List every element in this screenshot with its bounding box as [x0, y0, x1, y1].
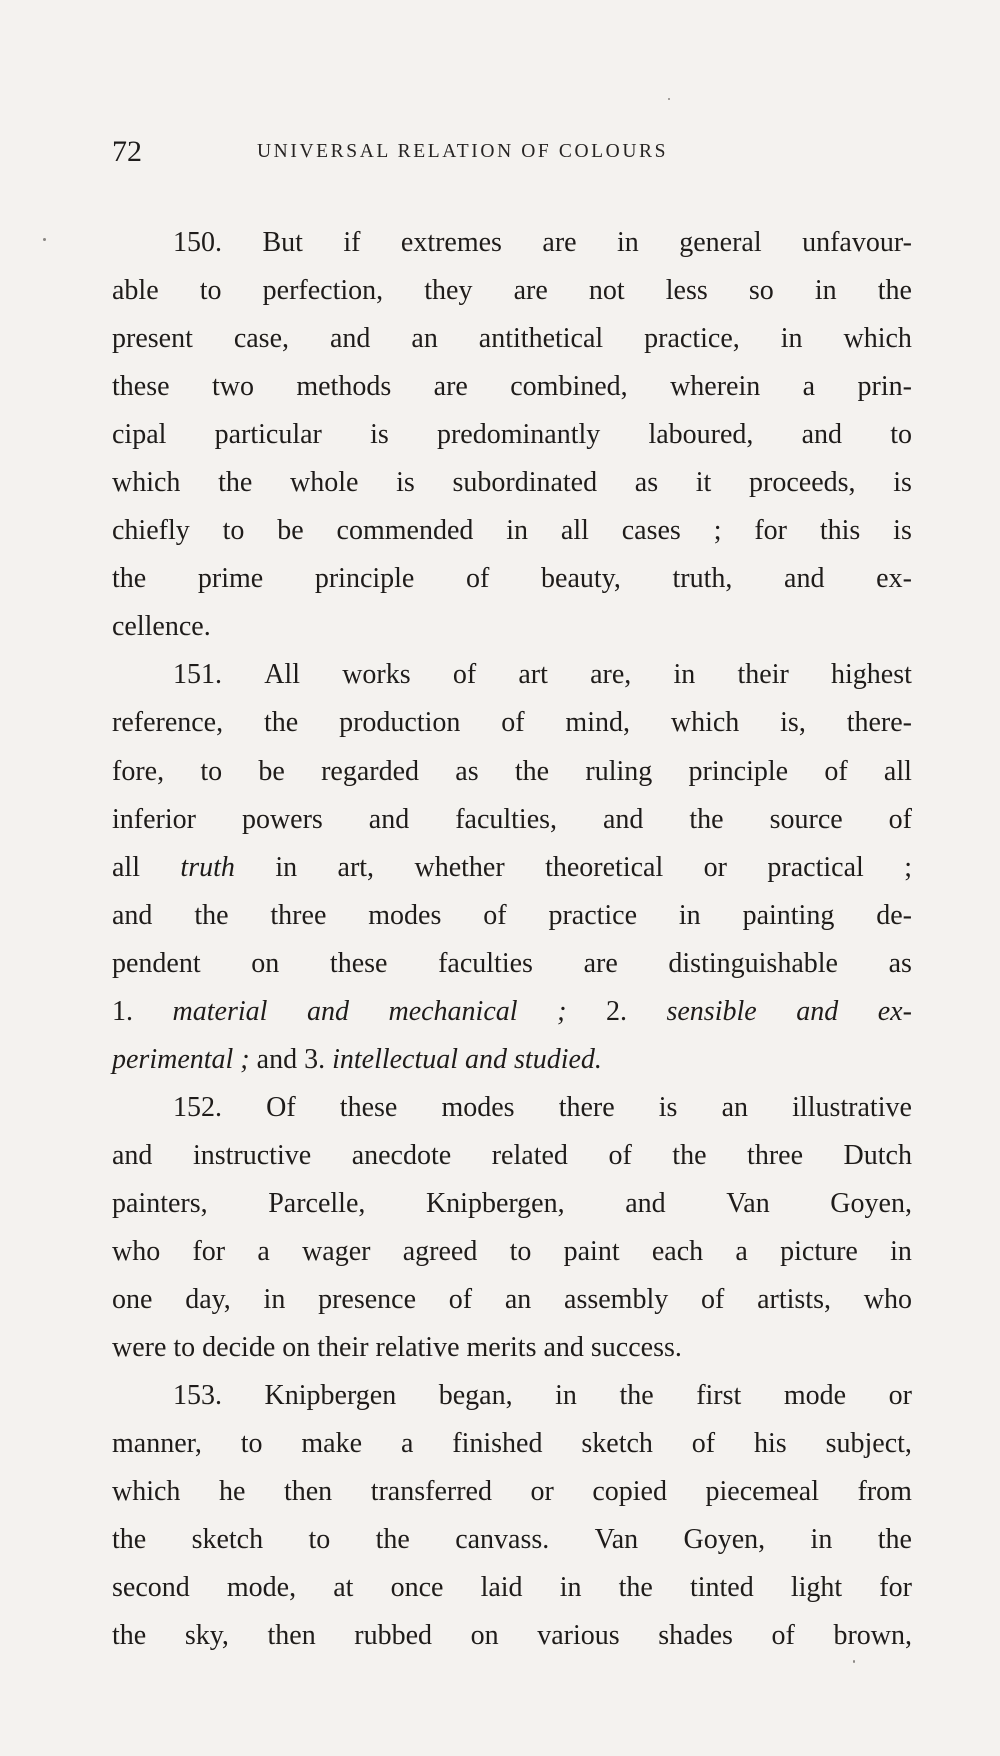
word: in [559, 1572, 582, 1604]
word: to [199, 275, 222, 307]
word: this [819, 515, 861, 547]
italic-word: material [172, 995, 268, 1027]
word: all [560, 515, 589, 547]
word: practical [767, 851, 864, 883]
word: highest [831, 659, 912, 691]
word: the [194, 899, 229, 931]
word: sketch [581, 1428, 653, 1460]
word: 152. [173, 1091, 222, 1123]
body-text [112, 219, 912, 1660]
word: for [879, 1572, 912, 1604]
text-line [112, 363, 912, 411]
word: two [211, 371, 254, 403]
word: extremes [400, 227, 502, 258]
word: in [814, 275, 837, 307]
word: regarded [321, 755, 420, 787]
word: subordinated [452, 467, 598, 499]
word: and [329, 323, 371, 355]
word: be [258, 755, 285, 787]
word: copied [592, 1476, 667, 1508]
word: of [608, 1139, 632, 1171]
text-line [112, 1612, 912, 1660]
word: manner, [112, 1428, 202, 1460]
word: practice [548, 899, 638, 931]
word: there [558, 1091, 615, 1123]
text-line [112, 940, 912, 988]
word: illustrative [792, 1091, 912, 1123]
word: painters, [112, 1187, 208, 1219]
word: fore, [112, 755, 165, 787]
word: or [703, 851, 727, 883]
word: are [433, 371, 468, 403]
word: of [483, 899, 507, 931]
word: in [275, 851, 298, 883]
text-line [112, 988, 912, 1036]
word: then [283, 1476, 333, 1508]
text-line [112, 1564, 912, 1612]
italic-word: and [306, 995, 349, 1027]
word: 151. [173, 659, 222, 691]
text-line [112, 699, 912, 747]
word: the [689, 803, 724, 835]
word: and [784, 563, 825, 595]
word: the [218, 467, 253, 499]
word: general [679, 227, 762, 258]
word: on [470, 1620, 499, 1652]
text-line [112, 1516, 912, 1564]
word: faculties [438, 947, 533, 979]
running-head [112, 132, 912, 172]
word: which [843, 323, 912, 355]
text-line [112, 748, 912, 796]
word: mind, [565, 707, 630, 739]
word: able [112, 275, 159, 307]
word: instructive [192, 1139, 312, 1171]
word: practice, [644, 323, 740, 355]
word: all [883, 755, 912, 787]
word: an [504, 1284, 532, 1316]
word: which [112, 467, 181, 499]
word: 2. [605, 995, 627, 1027]
word: Goyen, [830, 1187, 912, 1219]
word: each [651, 1235, 704, 1267]
word: laboured, [648, 419, 754, 451]
word: 150. [173, 227, 222, 258]
word: in [673, 659, 696, 691]
text-line [112, 603, 912, 651]
word: beauty, [541, 563, 621, 595]
word: present [112, 323, 193, 355]
word: the [263, 707, 299, 739]
word: proceeds, [749, 467, 856, 499]
word: paint [563, 1235, 620, 1267]
word: to [509, 1235, 532, 1267]
word: which [112, 1476, 181, 1508]
italic-word: sensible [666, 995, 757, 1027]
word: an [721, 1091, 749, 1123]
word: principle [314, 563, 415, 595]
word: the [672, 1139, 707, 1171]
word: in [617, 227, 639, 258]
word: in [555, 1380, 577, 1412]
word: is [893, 467, 912, 499]
word: for [754, 515, 787, 547]
word: they [424, 275, 473, 307]
word: picture [780, 1235, 858, 1267]
word: Parcelle, [268, 1187, 366, 1219]
word: the [877, 275, 912, 307]
text-line [112, 1036, 912, 1084]
word: truth, [672, 563, 733, 595]
word: first [696, 1380, 742, 1412]
word: agreed [402, 1235, 478, 1267]
word: an [411, 323, 438, 355]
word: sky, [184, 1620, 229, 1652]
word: the [877, 1524, 912, 1556]
word: is, [780, 707, 806, 739]
word: to [222, 515, 245, 547]
word: related [491, 1139, 568, 1171]
word: of [888, 803, 912, 835]
word: or [530, 1476, 554, 1508]
word: second [112, 1572, 190, 1604]
word: combined, [510, 371, 628, 403]
word: and [368, 803, 410, 835]
word: is [658, 1091, 678, 1123]
word: are [513, 275, 548, 307]
word: ; [904, 851, 912, 883]
word: Van [594, 1524, 639, 1556]
text-line [112, 219, 912, 267]
word: which [670, 707, 740, 739]
text-line [112, 507, 912, 555]
word: these [339, 1091, 398, 1123]
word: these [329, 947, 388, 979]
word: assembly [564, 1284, 669, 1316]
text-line [112, 1132, 912, 1180]
word: to [890, 419, 912, 451]
word: their [737, 659, 789, 691]
word: once [390, 1572, 444, 1604]
word: a [735, 1235, 748, 1267]
word: in [810, 1524, 833, 1556]
running-title: UNIVERSAL RELATION OF COLOURS [257, 141, 669, 162]
word: Goyen, [683, 1524, 766, 1556]
word: art, [337, 851, 375, 883]
word: But [262, 227, 303, 258]
word: subject, [825, 1428, 912, 1460]
word: these [112, 371, 170, 403]
word: de- [876, 899, 912, 931]
word: the [375, 1524, 410, 1556]
word: who [112, 1235, 161, 1267]
word: principle [688, 755, 789, 787]
word: of [501, 707, 525, 739]
text-line [112, 892, 912, 940]
text-line [112, 1372, 912, 1420]
word: reference, [112, 707, 224, 739]
word: tinted [689, 1572, 754, 1604]
text-line [112, 315, 912, 363]
word: at [333, 1572, 354, 1604]
word: mode [783, 1380, 847, 1412]
word: inferior [112, 803, 196, 835]
italic-word: mechanical [388, 995, 518, 1027]
word: the [112, 563, 147, 595]
text-line [112, 844, 912, 892]
word: and [112, 1139, 153, 1171]
word: of [701, 1284, 725, 1316]
word: theoretical [545, 851, 664, 883]
word: a [802, 371, 816, 403]
word: a [257, 1235, 270, 1267]
word: to [308, 1524, 331, 1556]
page-number: 72 [112, 135, 142, 168]
word: his [754, 1428, 787, 1460]
word: art [518, 659, 548, 691]
italic-text: intellectual and studied. [332, 1043, 602, 1075]
word: cases [621, 515, 681, 547]
text-line [112, 1468, 912, 1516]
word: and [112, 899, 153, 931]
word: there- [846, 707, 912, 739]
word: so [748, 275, 774, 307]
word: one [112, 1284, 153, 1316]
word: methods [296, 371, 392, 403]
word: from [857, 1476, 912, 1508]
word: cipal [112, 419, 167, 451]
word: day, [185, 1284, 231, 1316]
word: of [448, 1284, 473, 1316]
word: whole [290, 467, 359, 499]
word: it [695, 467, 712, 499]
word: production [339, 707, 461, 739]
paper-speck [853, 1660, 855, 1663]
word: less [665, 275, 708, 307]
word: faculties, [455, 803, 558, 835]
italic-text: perimental ; [112, 1043, 250, 1075]
paper-speck [668, 98, 670, 100]
word: as [634, 467, 659, 499]
word: Dutch [843, 1139, 912, 1171]
word: three [747, 1139, 804, 1171]
word: in [263, 1284, 286, 1316]
word: finished [452, 1428, 543, 1460]
word: source [769, 803, 843, 835]
word: anecdote [351, 1139, 452, 1171]
word: ex- [876, 563, 912, 595]
word: Knipbergen, [425, 1187, 565, 1219]
word: all [112, 851, 140, 883]
word: as [888, 947, 912, 979]
word: the [618, 1572, 653, 1604]
text-line [112, 1324, 912, 1372]
word: 1. [112, 995, 133, 1027]
word: light [790, 1572, 843, 1604]
word: in [890, 1235, 912, 1267]
text-line [112, 1084, 912, 1132]
word: a [400, 1428, 414, 1460]
word: All [264, 659, 300, 691]
word: pendent [112, 947, 201, 979]
word: sketch [191, 1524, 264, 1556]
word: of [452, 659, 477, 691]
text-line [112, 651, 912, 699]
word: are [583, 947, 618, 979]
text-line [112, 459, 912, 507]
word: are [542, 227, 577, 258]
word: perfection, [262, 275, 384, 307]
word: not [588, 275, 625, 307]
word: he [218, 1476, 246, 1508]
text-line [112, 1180, 912, 1228]
word: ; [713, 515, 722, 547]
word: unfavour- [802, 227, 912, 258]
word: of [691, 1428, 716, 1460]
word: various [537, 1620, 620, 1652]
text-line [112, 796, 912, 844]
word: presence [318, 1284, 417, 1316]
word: and [801, 419, 843, 451]
word: commended [336, 515, 474, 547]
text-line [112, 411, 912, 459]
word: began, [438, 1380, 513, 1412]
word: Knipbergen [264, 1380, 397, 1412]
word: 153. [173, 1380, 222, 1412]
word: in [506, 515, 529, 547]
word: case, [233, 323, 290, 355]
text-line [112, 267, 912, 315]
word: to [200, 755, 223, 787]
word: make [301, 1428, 363, 1460]
word: if [343, 227, 361, 258]
word: and [625, 1187, 666, 1219]
word: transferred [370, 1476, 492, 1508]
word: mode, [226, 1572, 297, 1604]
word: ruling [585, 755, 653, 787]
word: of [466, 563, 490, 595]
word: or [888, 1380, 912, 1412]
word: prin- [857, 371, 912, 403]
text-line [112, 1228, 912, 1276]
text-run: and 3. [249, 1043, 333, 1075]
word: modes [368, 899, 442, 931]
word: chiefly [112, 515, 190, 547]
word: Van [726, 1187, 770, 1219]
paper-speck [43, 238, 46, 241]
word: three [270, 899, 327, 931]
word: the [112, 1620, 147, 1652]
word: canvass. [455, 1524, 550, 1556]
word: predominantly [436, 419, 601, 451]
word: powers [241, 803, 323, 835]
word: is [893, 515, 912, 547]
word: artists, [757, 1284, 831, 1316]
word: Of [266, 1091, 296, 1123]
word: works [342, 659, 411, 691]
word: and [603, 803, 644, 835]
word: as [455, 755, 479, 787]
word: on [251, 947, 280, 979]
text-line [112, 555, 912, 603]
italic-word: and [796, 995, 839, 1027]
word: the [619, 1380, 654, 1412]
word: painting [742, 899, 835, 931]
word: laid [480, 1572, 523, 1604]
word: wherein [670, 371, 761, 403]
italic-word: ; [557, 995, 567, 1027]
word: prime [197, 563, 264, 595]
word: be [277, 515, 304, 547]
word: rubbed [354, 1620, 433, 1652]
word: is [396, 467, 415, 499]
italic-word: truth [180, 851, 235, 883]
word: in [678, 899, 701, 931]
text-run: were to decide on their relative merits and success. [112, 1332, 682, 1364]
text-line [112, 1420, 912, 1468]
word: particular [214, 419, 322, 451]
word: brown, [833, 1620, 912, 1652]
word: then [267, 1620, 316, 1652]
word: of [824, 755, 848, 787]
word: are, [590, 659, 632, 691]
word: the [514, 755, 550, 787]
text-line [112, 1276, 912, 1324]
word: the [112, 1524, 147, 1556]
word: for [192, 1235, 226, 1267]
word: to [240, 1428, 263, 1460]
word: wager [302, 1235, 371, 1267]
word: modes [441, 1091, 515, 1123]
word: shades [658, 1620, 733, 1652]
word: in [780, 323, 803, 355]
word: piecemeal [705, 1476, 819, 1508]
word: whether [414, 851, 505, 883]
word: antithetical [478, 323, 604, 355]
word: is [370, 419, 389, 451]
word: of [771, 1620, 795, 1652]
italic-word: ex- [877, 995, 912, 1027]
word: who [863, 1284, 912, 1316]
text-run: cellence. [112, 611, 211, 643]
word: distinguishable [668, 947, 838, 979]
